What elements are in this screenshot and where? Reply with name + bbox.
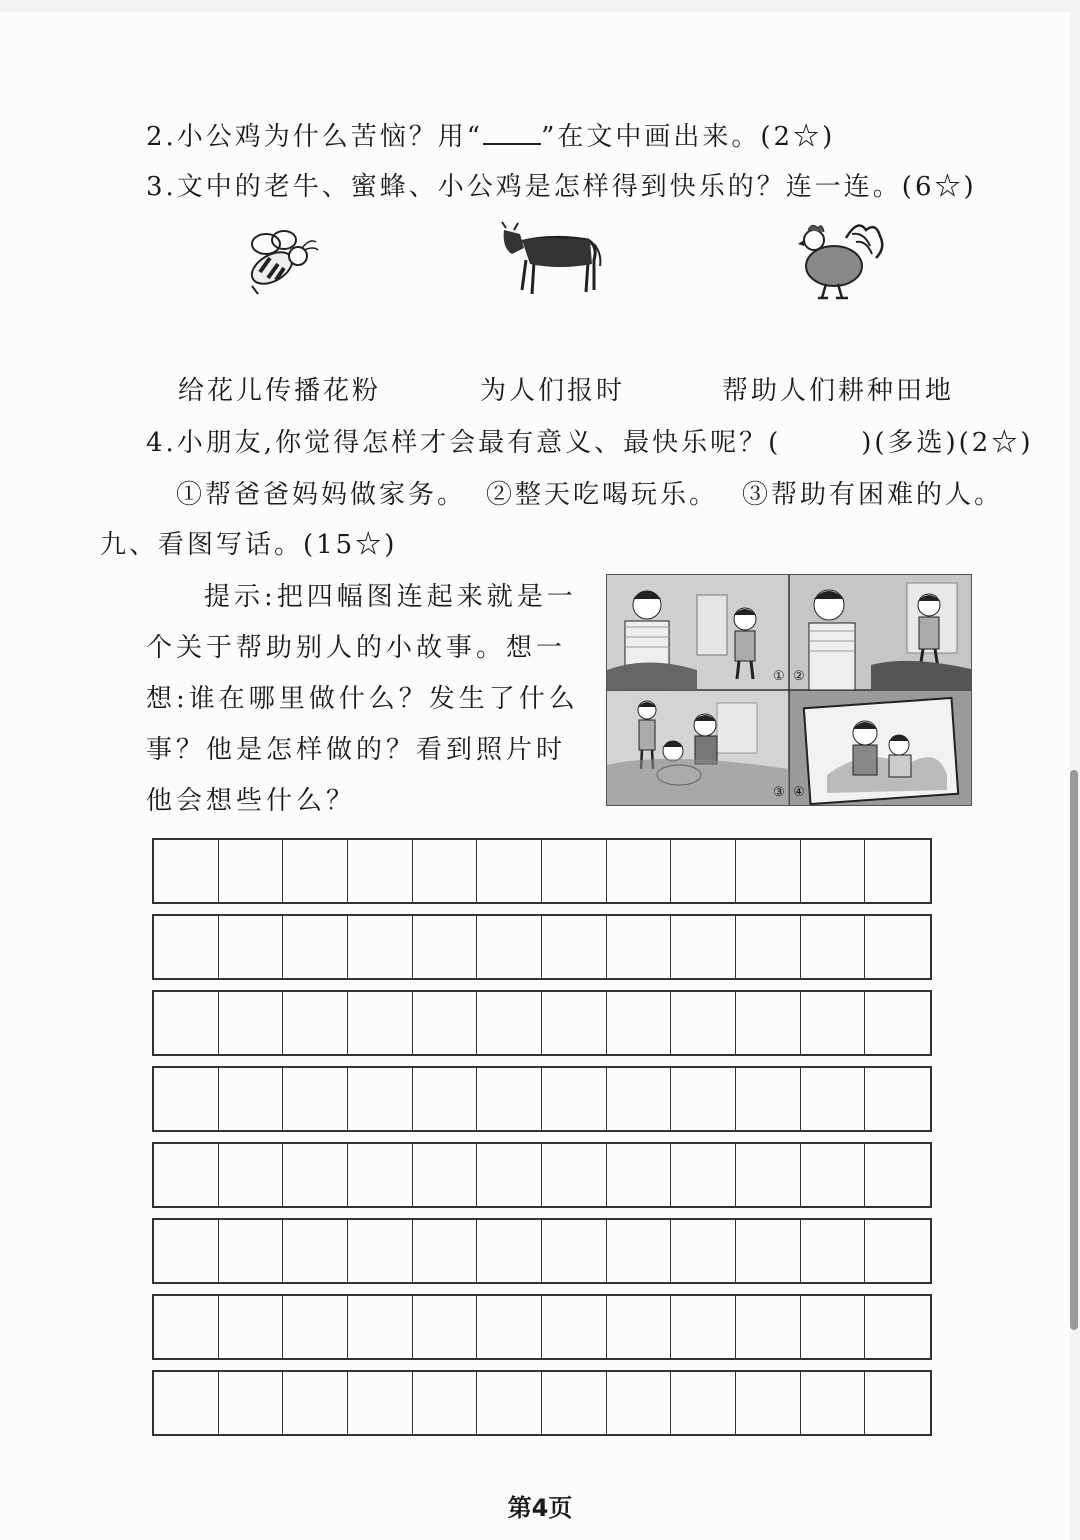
grid-row[interactable] (152, 1066, 932, 1132)
hint-line: 想:谁在哪里做什么？发生了什么 (146, 684, 579, 714)
question-3: 3.文中的老牛、蜜蜂、小公鸡是怎样得到快乐的？连一连。(6☆) (146, 172, 977, 202)
choice-3: ③帮助有困难的人。 (742, 480, 1004, 510)
grid-row[interactable] (152, 1294, 932, 1360)
grid-row[interactable] (152, 1142, 932, 1208)
scrollbar[interactable] (1070, 770, 1078, 1330)
grid-row[interactable] (152, 838, 932, 904)
choice-1: ①帮爸爸妈妈做家务。 (176, 480, 467, 510)
underline-blank (483, 125, 541, 145)
grid-row[interactable] (152, 1370, 932, 1436)
bee-icon (240, 228, 320, 298)
question-4: 4.小朋友,你觉得怎样才会最有意义、最快乐呢？( )(多选)(2☆) (146, 428, 1034, 458)
hint-text (146, 572, 586, 827)
option-farm: 帮助人们耕种田地 (722, 376, 955, 406)
panel-label: ① (773, 669, 785, 684)
grid-row[interactable] (152, 990, 932, 1056)
choice-2: ②整天吃喝玩乐。 (486, 480, 719, 510)
cow-icon (500, 220, 604, 300)
panel-label: ④ (793, 785, 805, 800)
comic-illustration (606, 574, 972, 806)
section-9-title: 九、看图写话。(15☆) (100, 530, 398, 560)
option-time: 为人们报时 (480, 376, 626, 406)
grid-row[interactable] (152, 1218, 932, 1284)
option-pollinate: 给花儿传播花粉 (178, 376, 382, 406)
hint-line: 他会想些什么？ (146, 786, 357, 816)
panel-label: ③ (773, 785, 785, 800)
hint-line: 个关于帮助别人的小故事。想一 (146, 633, 567, 663)
panel-label: ② (793, 669, 805, 684)
page-number: 第4页 (507, 1494, 573, 1522)
grid-row[interactable] (152, 914, 932, 980)
hint-line: 提示:把四幅图连起来就是一 (204, 582, 577, 612)
hint-line: 事？他是怎样做的？看到照片时 (146, 735, 567, 765)
rooster-icon (796, 218, 886, 302)
question-2: 2.小公鸡为什么苦恼？用“ ”在文中画出来。(2☆) (146, 122, 836, 152)
